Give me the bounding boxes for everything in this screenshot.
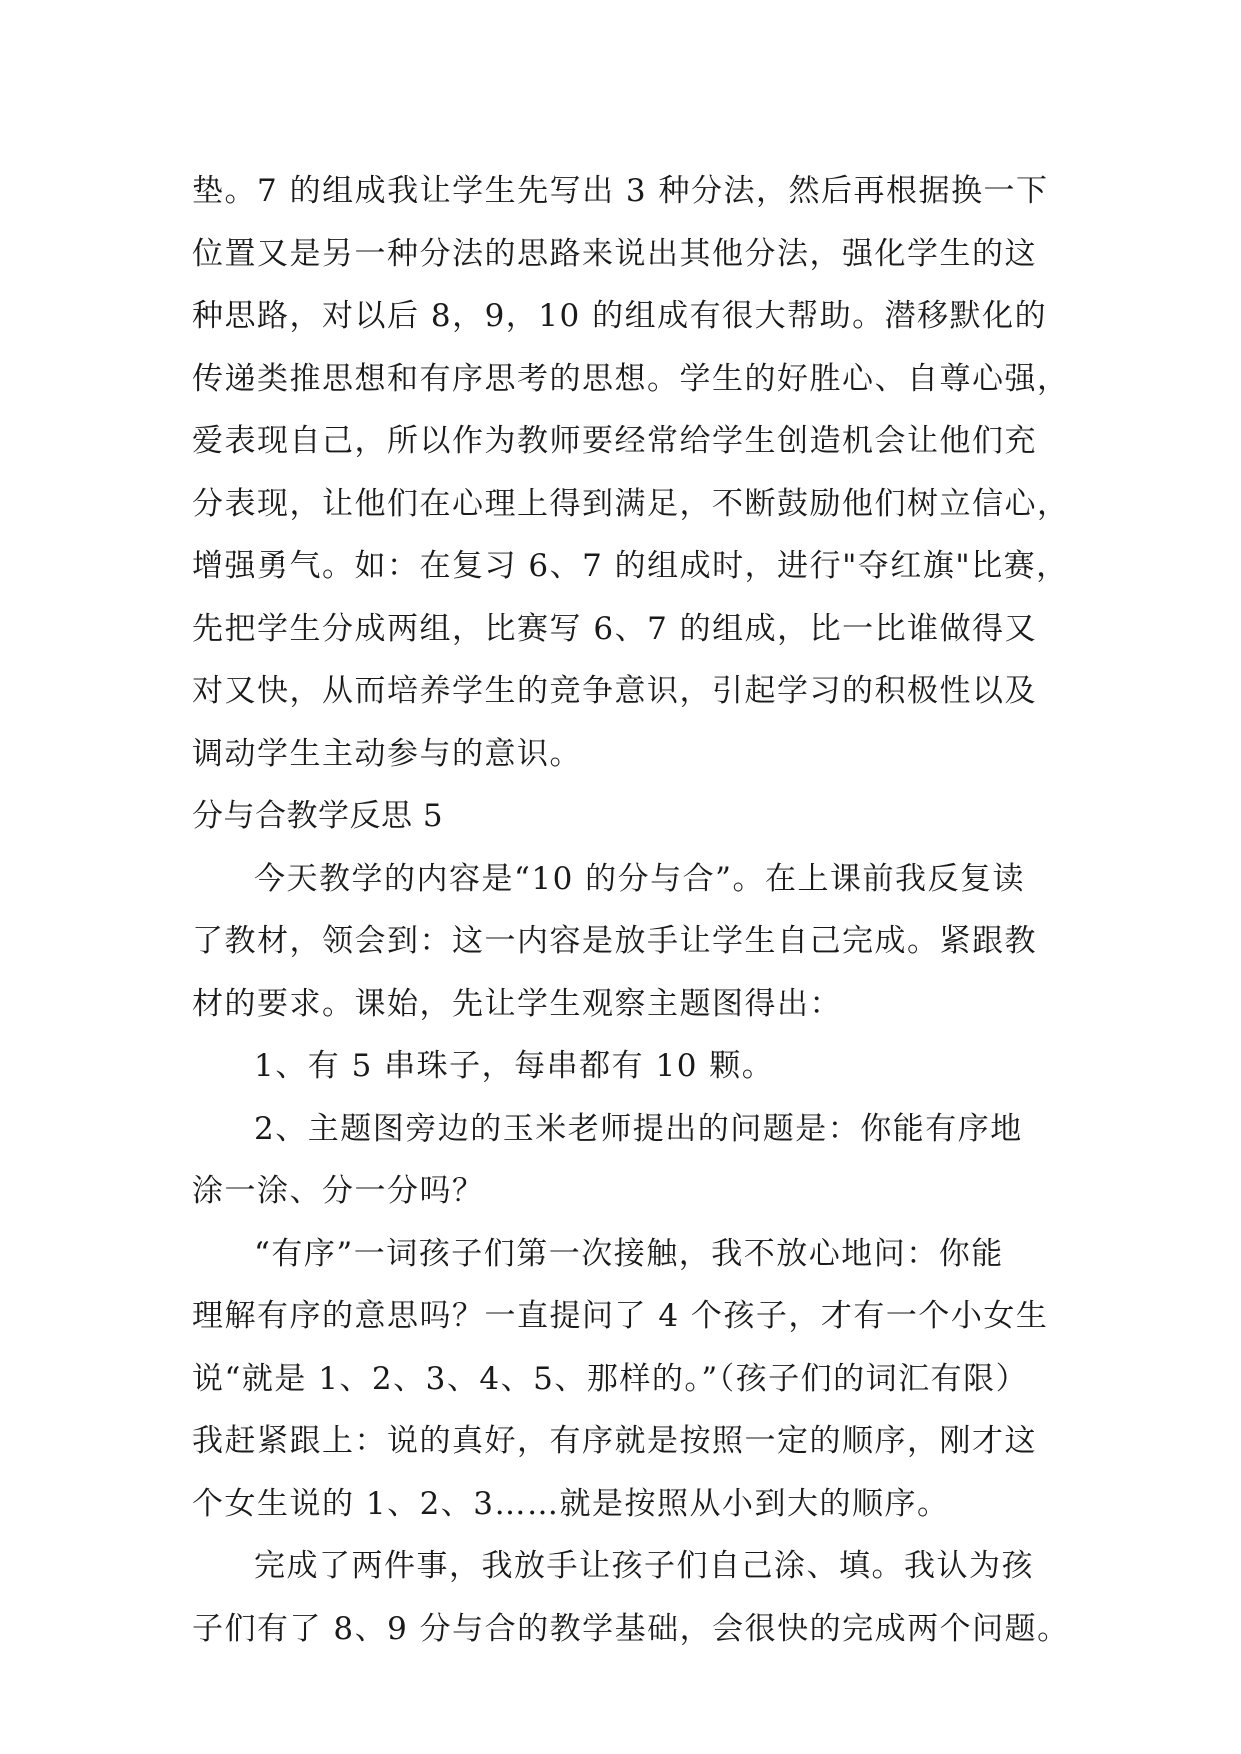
text-line: 2、主题图旁边的玉米老师提出的问题是：你能有序地 (254, 1110, 1023, 1147)
text-line: 涂一涂、分一分吗？ (192, 1173, 485, 1209)
text-line: 材的要求。课始，先让学生观察主题图得出： (192, 985, 842, 1022)
text-line: 今天教学的内容是“10 的分与合”。在上课前我反复读 (254, 860, 1025, 897)
previous-section-paragraph (192, 160, 1072, 785)
list-item-2 (192, 1098, 1072, 1223)
text-line: 了教材，领会到：这一内容是放手让学生自己完成。紧跟教 (192, 923, 1037, 959)
document-page (192, 160, 1072, 1660)
text-line: 子们有了 8、9 分与合的教学基础，会很快的完成两个问题。 (192, 1610, 1070, 1647)
text-line: 个女生说的 1、2、3……就是按照从小到大的顺序。 (192, 1485, 950, 1522)
text-line: 垫。7 的组成我让学生先写出 3 种分法，然后再根据换一下 (192, 173, 1049, 209)
text-line: 位置又是另一种分法的思路来说出其他分法，强化学生的这 (192, 235, 1037, 272)
text-line: 我赶紧跟上：说的真好，有序就是按照一定的顺序，刚才这 (192, 1423, 1037, 1459)
text-line: 爱表现自己，所以作为教师要经常给学生创造机会让他们充 (192, 423, 1037, 459)
text-line: 说“就是 1、2、3、4、5、那样的。”（孩子们的词汇有限） (192, 1360, 1029, 1397)
text-line: 对又快，从而培养学生的竞争意识，引起学习的积极性以及 (192, 673, 1037, 709)
text-line: 增强勇气。如：在复习 6、7 的组成时，进行"夺红旗"比赛， (192, 548, 1069, 584)
text-line: 理解有序的意思吗？一直提问了 4 个孩子，才有一个小女生 (192, 1298, 1049, 1334)
text-line: 分表现，让他们在心理上得到满足，不断鼓励他们树立信心， (192, 485, 1070, 522)
paragraph-intro (192, 848, 1072, 1036)
text-line: 完成了两件事，我放手让孩子们自己涂、填。我认为孩 (254, 1548, 1034, 1584)
text-line: 先把学生分成两组，比赛写 6、7 的组成，比一比谁做得又 (192, 610, 1038, 647)
section-heading: 分与合教学反思 5 (192, 798, 444, 834)
text-line: 1、有 5 串珠子，每串都有 10 颗。 (254, 1048, 775, 1084)
paragraph-ordered-discussion (192, 1223, 1072, 1536)
list-item-1 (192, 1035, 1072, 1098)
text-line: 种思路，对以后 8，9，10 的组成有很大帮助。潜移默化的 (192, 298, 1048, 334)
text-line: “有序”一词孩子们第一次接触，我不放心地问：你能 (254, 1235, 1004, 1272)
text-line: 传递类推思想和有序思考的思想。学生的好胜心、自尊心强， (192, 360, 1070, 397)
text-line: 调动学生主动参与的意识。 (192, 735, 582, 772)
paragraph-conclusion (192, 1535, 1072, 1660)
